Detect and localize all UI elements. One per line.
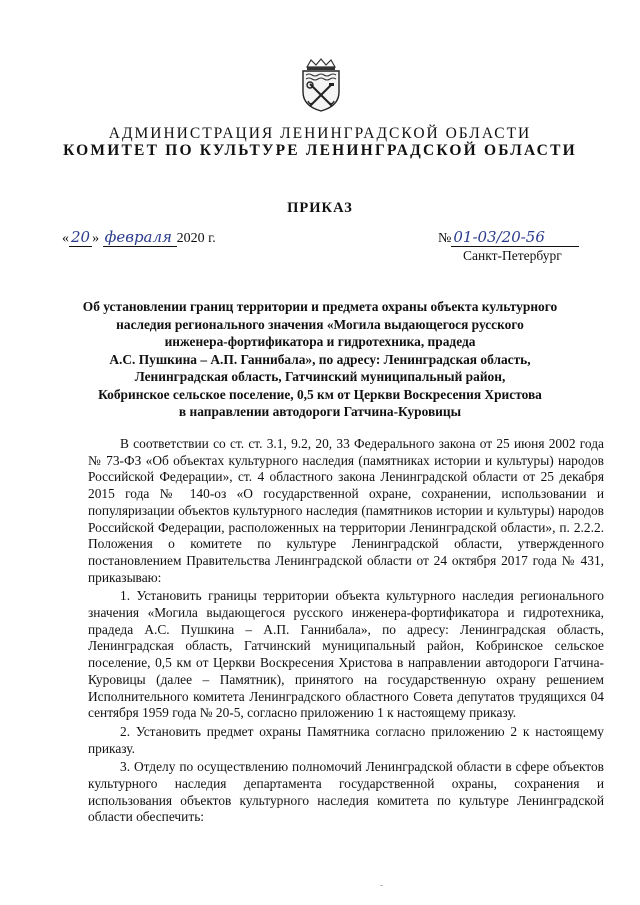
title-line: наследия регионального значения «Могила выдающегося русского (116, 316, 524, 332)
title-line: Об установлении границ территории и предмета охраны объекта культурного (82, 299, 558, 314)
title-line: А.С. Пушкина – А.П. Ганнибала», по адресу: Ленинградская область, (109, 351, 531, 367)
document-title (60, 298, 580, 421)
agency-name: АДМИНИСТРАЦИЯ ЛЕНИНГРАДСКОЙ ОБЛАСТИ (108, 125, 532, 142)
date-open-quote: « (62, 231, 69, 246)
coat-of-arms-icon (299, 58, 343, 112)
title-line: Ленинградская область, Гатчинский муниципальный район, (134, 369, 506, 384)
date-close-quote: » (92, 231, 100, 246)
title-line: Кобринское сельское поселение, 0,5 км от Церкви Воскресения Христова (98, 386, 542, 402)
date-year: 2020 г. (176, 231, 216, 246)
paragraph-item-2: 2. Установить предмет охраны Памятника согласно приложению 2 к настоящему приказу. (88, 723, 604, 756)
city: Санкт-Петербург (463, 248, 562, 263)
title-line: в направлении автодороги Гатчина-Куровицы (178, 404, 462, 419)
number-value: 01-03/20-56 (451, 228, 579, 247)
date-month: февраля (103, 228, 177, 247)
order-number (438, 228, 579, 247)
paragraph-item-3: 3. Отделу по осуществлению полномочий Ленинградской области в сфере объектов культурного наследия департамента государственной охраны, сохранения и использования объектов культурного наследия комитета по культуре Ленинградской области обеспечить: (88, 759, 604, 825)
paragraph-preamble: В соответствии со ст. ст. 3.1, 9.2, 20, 33 Федерального закона от 25 июня 2002 года № 73-ФЗ «Об объектах культурного наследия (памятниках истории и культуры) народов Российской Федерации», ст. 4 областного закона Ленинградской области от 25 декабря 2015 года № 140-оз «О государственной охране, сохранении, использовании и популяризации объектов культурного наследия (памятников истории и культуры) народов Российской Федерации, расположенных на территории Ленинградской области», п. 2.2.2. Положения о комитете по культуре Ленинградской области, утвержденного постановлением Правительства Ленинградской области от 24 октября 2017 года № 431, приказываю: (88, 436, 604, 585)
order-date (62, 228, 216, 247)
document-type: ПРИКАЗ (287, 200, 353, 216)
number-prefix: № (438, 231, 452, 246)
paragraph-item-1: 1. Установить границы территории объекта культурного наследия регионального значения «Могила выдающегося русского инженера-фортификатора и гидротехника, прадеда А.С. Пушкина – А.П. Ганнибала», по адресу: Ленинградская область, Ленинградская область, Гатчинский муниципальный район, Кобринское сельское поселение, 0,5 км от Церкви Воскресения Христова в направлении автодороги Гатчина-Куровицы (далее – Памятник), принятого на государственную охрану решением Исполнительного комитета Ленинградского областного Совета депутатов трудящихся 04 сентября 1959 года № 20-5, согласно приложению 1 к настоящему приказу. (88, 588, 604, 721)
scan-speck (380, 885, 383, 886)
committee-name: КОМИТЕТ ПО КУЛЬТУРЕ ЛЕНИНГРАДСКОЙ ОБЛАСТИ (63, 142, 577, 159)
date-day: 20 (71, 228, 91, 246)
title-line: инженера-фортификатора и гидротехника, прадеда (164, 334, 476, 349)
document-body (88, 436, 604, 828)
